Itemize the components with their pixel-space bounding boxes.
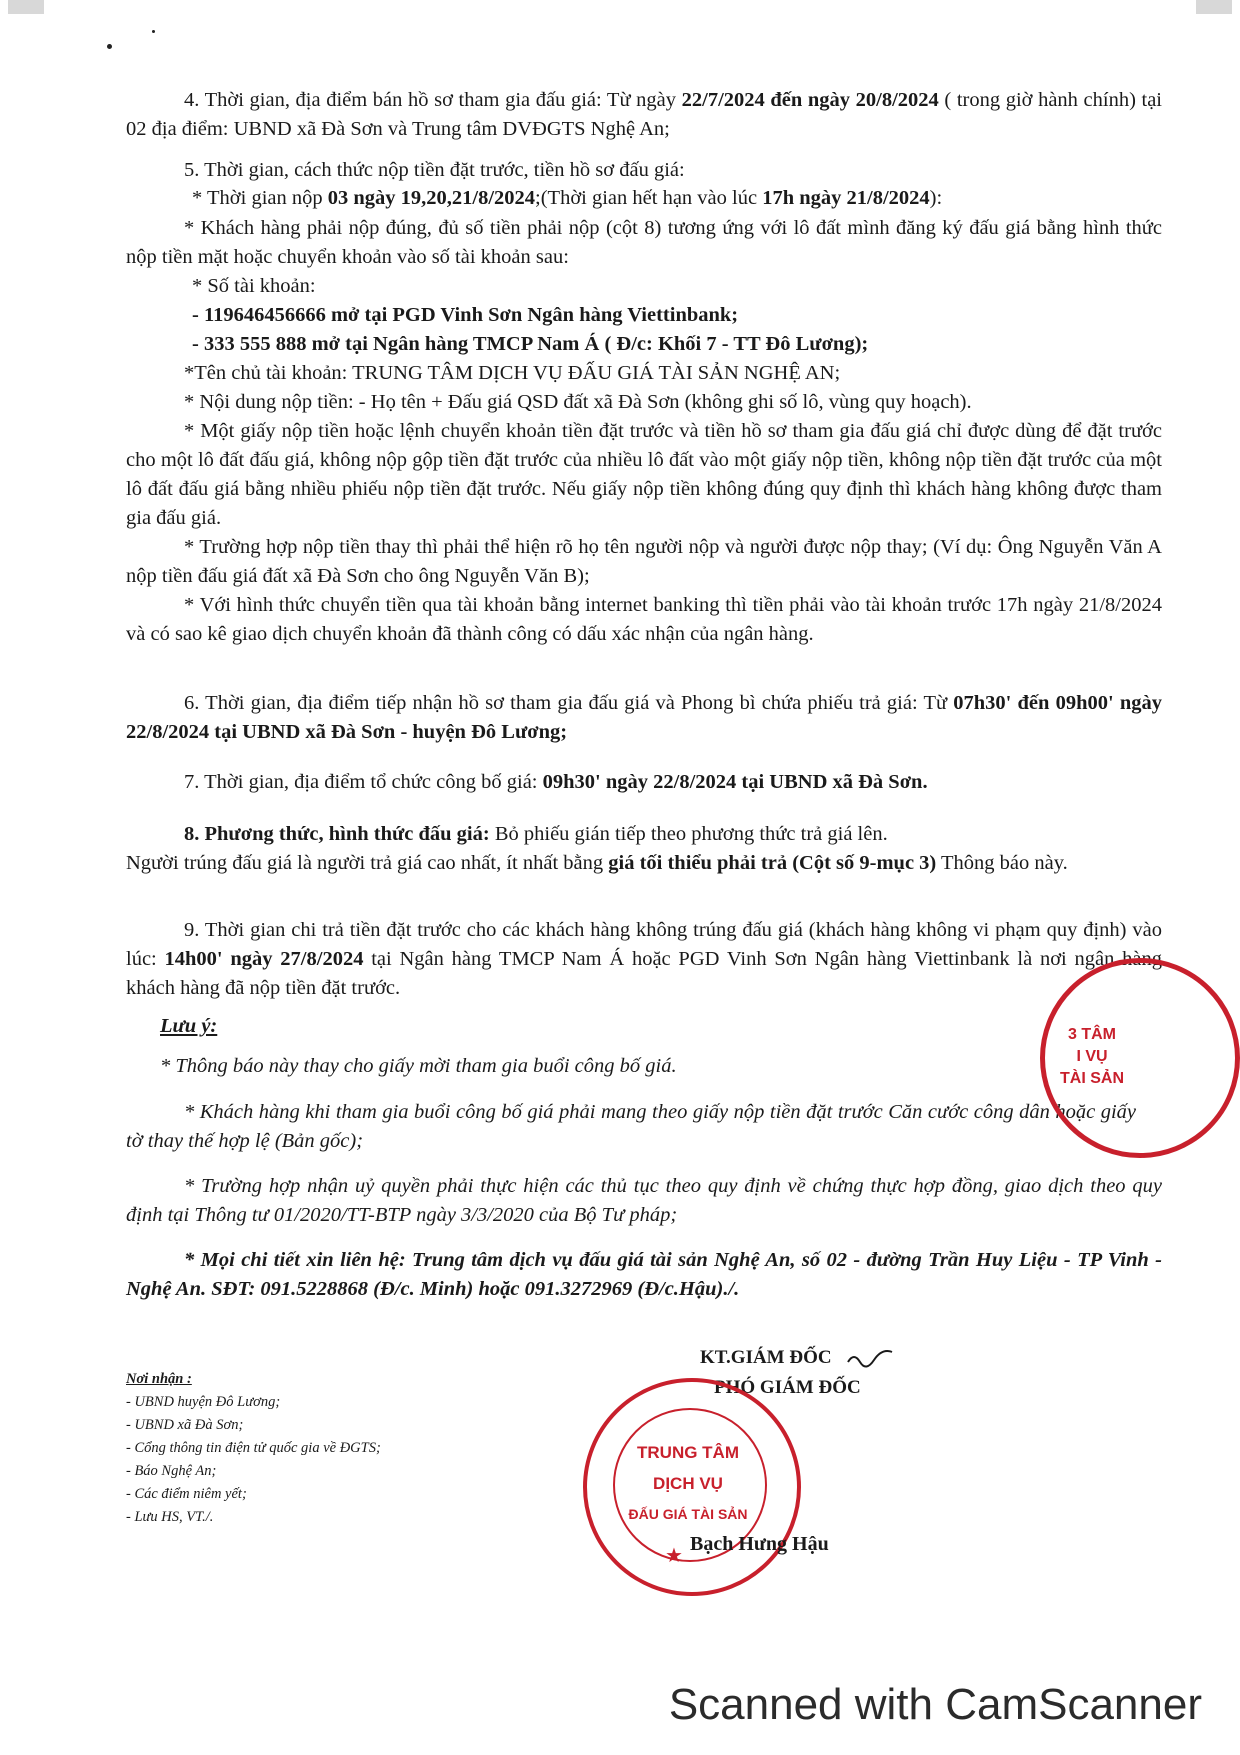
partial-stamp-line-1: 3 TÂM [1068,1026,1116,1043]
scan-speck [107,44,112,49]
customer-note [126,214,1162,272]
item-8-method [184,820,888,849]
payment-content: * Nội dung nộp tiền: - Họ tên + Đấu giá QSD đất xã Đà Sơn (không ghi số lô, vùng quy hoạch). [184,391,972,413]
payment-time-prefix: * Thời gian nộp [192,187,328,209]
item-9-prefix: 9. Thời gian chi trả tiền đặt trước cho các khách hàng không trúng đấu giá (khách hàng không vi phạm quy định) vào lúc: [126,919,1162,970]
note-2 [126,1098,1136,1156]
customer-note-text: * Khách hàng phải nộp đúng, đủ số tiền phải nộp (cột 8) tương ứng với lô đất mình đăng ký đấu giá bằng hình thức nộp tiền mặt hoặc chuyển khoản vào số tài khoản sau: [126,217,1162,268]
item-8-method-text: Bỏ phiếu gián tiếp theo phương thức trả giá lên. [489,823,888,845]
recipient-item: - Các điểm niêm yết; [126,1486,247,1502]
internet-banking-rule [126,591,1162,649]
account-heading: * Số tài khoản: [192,275,316,297]
note-1: * Thông báo này thay cho giấy mời tham gia buổi công bố giá. [160,1055,677,1077]
recipients-title: Nơi nhận : [126,1371,192,1387]
item-6-prefix: 6. Thời gian, địa điểm tiếp nhận hồ sơ tham gia đấu giá và Phong bì chứa phiếu trả giá: Từ [184,692,954,714]
account-owner: *Tên chủ tài khoản: TRUNG TÂM DỊCH VỤ ĐẤU GIÁ TÀI SẢN NGHỆ AN; [184,362,841,384]
proxy-payment-text: * Trường hợp nộp tiền thay thì phải thể hiện rõ họ tên người nộp và người được nộp thay; (Ví dụ: Ông Nguyễn Văn A nộp tiền đấu giá đất xã Đà Sơn cho ông Nguyễn Văn B); [126,536,1162,587]
stamp-text [613,1437,763,1530]
item-4-paragraph [126,86,1162,144]
stamp-line-2: DỊCH VỤ [653,1474,723,1493]
item-4-rest: ( trong giờ hành chính) tại 02 địa điểm: UBND xã Đà Sơn và Trung tâm DVĐGTS Nghệ An; [126,89,1162,140]
item-9-rest: tại Ngân hàng TMCP Nam Á hoặc PGD Vinh Sơn Ngân hàng Viettinbank là nơi ngân hàng khách hàng đã nộp tiền đặt trước. [126,948,1162,999]
partial-stamp-text [1052,1024,1132,1090]
item-8-title: 8. Phương thức, hình thức đấu giá: [184,823,490,845]
internet-banking-text: * Với hình thức chuyển tiền qua tài khoản bằng internet banking thì tiền phải vào tài khoản trước 17h ngày 21/8/2024 và có sao kê giao dịch chuyển khoản đã thành công có dấu xác nhận của ngân hàng. [126,594,1162,645]
payment-time-mid: ;(Thời gian hết hạn vào lúc [535,187,763,209]
signature-deputy-title: PHÓ GIÁM ĐỐC [714,1377,861,1398]
item-5-payment-time [192,184,942,213]
stamp-star-icon: ★ [665,1545,683,1567]
payment-days: 03 ngày 19,20,21/8/2024 [327,187,536,209]
signature-kt-title: KT.GIÁM ĐỐC [700,1347,832,1368]
note-2-text: * Khách hàng khi tham gia buổi công bố giá phải mang theo giấy nộp tiền đặt trước Căn cước công dân hoặc giấy tờ thay thế hợp lệ (Bản gốc); [126,1101,1136,1152]
stamp-line-3: ĐẤU GIÁ TÀI SẢN [628,1506,748,1522]
item-9-time: 14h00' ngày 27/8/2024 [164,948,364,970]
note-3-text: * Trường hợp nhận uỷ quyền phải thực hiện các thủ tục theo quy định về chứng thực hợp đồng, giao dịch theo quy định tại Thông tư 01/2020/TT-BTP ngày 3/3/2020 của Bộ Tư pháp; [126,1175,1162,1226]
item-6-paragraph [126,689,1162,747]
item-7-time-place: 09h30' ngày 22/8/2024 tại UBND xã Đà Sơn. [542,771,928,793]
scan-speck [152,30,155,33]
item-7-prefix: 7. Thời gian, địa điểm tổ chức công bố giá: [184,771,543,793]
recipient-item: - UBND huyện Đô Lương; [126,1394,281,1410]
account-1: - 119646456666 mở tại PGD Vinh Sơn Ngân hàng Viettinbank; [192,304,739,326]
recipient-item: - Lưu HS, VT./. [126,1509,214,1525]
note-4-text: * Mọi chi tiết xin liên hệ: Trung tâm dịch vụ đấu giá tài sản Nghệ An, số 02 - đường Trần Huy Liệu - TP Vinh - Nghệ An. SĐT: 091.5228868 (Đ/c. Minh) hoặc 091.3272969 (Đ/c.Hậu)./. [126,1249,1162,1300]
payment-deadline: 17h ngày 21/8/2024 [762,187,930,209]
proxy-payment-rule [126,533,1162,591]
scan-edge-left [8,0,44,14]
account-2: - 333 555 888 mở tại Ngân hàng TMCP Nam Á ( Đ/c: Khối 7 - TT Đô Lương); [192,333,869,355]
payment-time-end: ): [929,187,943,209]
winner-min-price: giá tối thiểu phải trả (Cột số 9-mục 3) [608,852,937,874]
partial-stamp-line-3: TÀI SẢN [1060,1070,1124,1087]
winner-suffix: Thông báo này. [936,852,1068,874]
winner-prefix: Người trúng đấu giá là người trả giá cao nhất, ít nhất bằng [126,852,609,874]
item-9-paragraph [126,916,1162,1003]
partial-stamp-line-2: I VỤ [1076,1048,1108,1065]
recipient-item: - Cổng thông tin điện tử quốc gia về ĐGTS; [126,1440,381,1456]
one-slip-rule [126,417,1162,533]
signer-name: Bạch Hưng Hậu [690,1533,829,1555]
item-7-paragraph [184,768,928,797]
scan-edge-right [1196,0,1232,14]
stamp-line-1: TRUNG TÂM [637,1443,739,1462]
item-6-time-place: 07h30' đến 09h00' ngày 22/8/2024 tại UBND xã Đà Sơn - huyện Đô Lương; [126,692,1162,743]
one-slip-rule-text: * Một giấy nộp tiền hoặc lệnh chuyển khoản tiền đặt trước và tiền hồ sơ tham gia đấu giá chỉ được dùng để đặt trước cho một lô đất đấu giá, không nộp gộp tiền đặt trước của nhiều lô đất vào một giấy nộp tiền, không nộp tiền đặt trước của một lô đất đấu giá bằng nhiều phiếu nộp tiền đặt trước. Nếu giấy nộp tiền không đúng quy định thì khách hàng không được tham gia đấu giá. [126,420,1162,529]
recipient-item: - Báo Nghệ An; [126,1463,217,1479]
recipient-item: - UBND xã Đà Sơn; [126,1417,244,1433]
item-5-heading: 5. Thời gian, cách thức nộp tiền đặt trước, tiền hồ sơ đấu giá: [184,159,685,181]
notes-title: Lưu ý: [160,1015,218,1037]
item-8-winner [126,849,1162,878]
item-4-prefix: 4. Thời gian, địa điểm bán hồ sơ tham gia đấu giá: Từ ngày [184,89,682,111]
signature-mark [846,1348,896,1370]
note-4-contact [126,1246,1162,1304]
item-4-dates: 22/7/2024 đến ngày 20/8/2024 [681,89,939,111]
camscanner-footer: Scanned with CamScanner [668,1680,1202,1729]
note-3 [126,1172,1162,1230]
recipients-block [126,1368,381,1529]
